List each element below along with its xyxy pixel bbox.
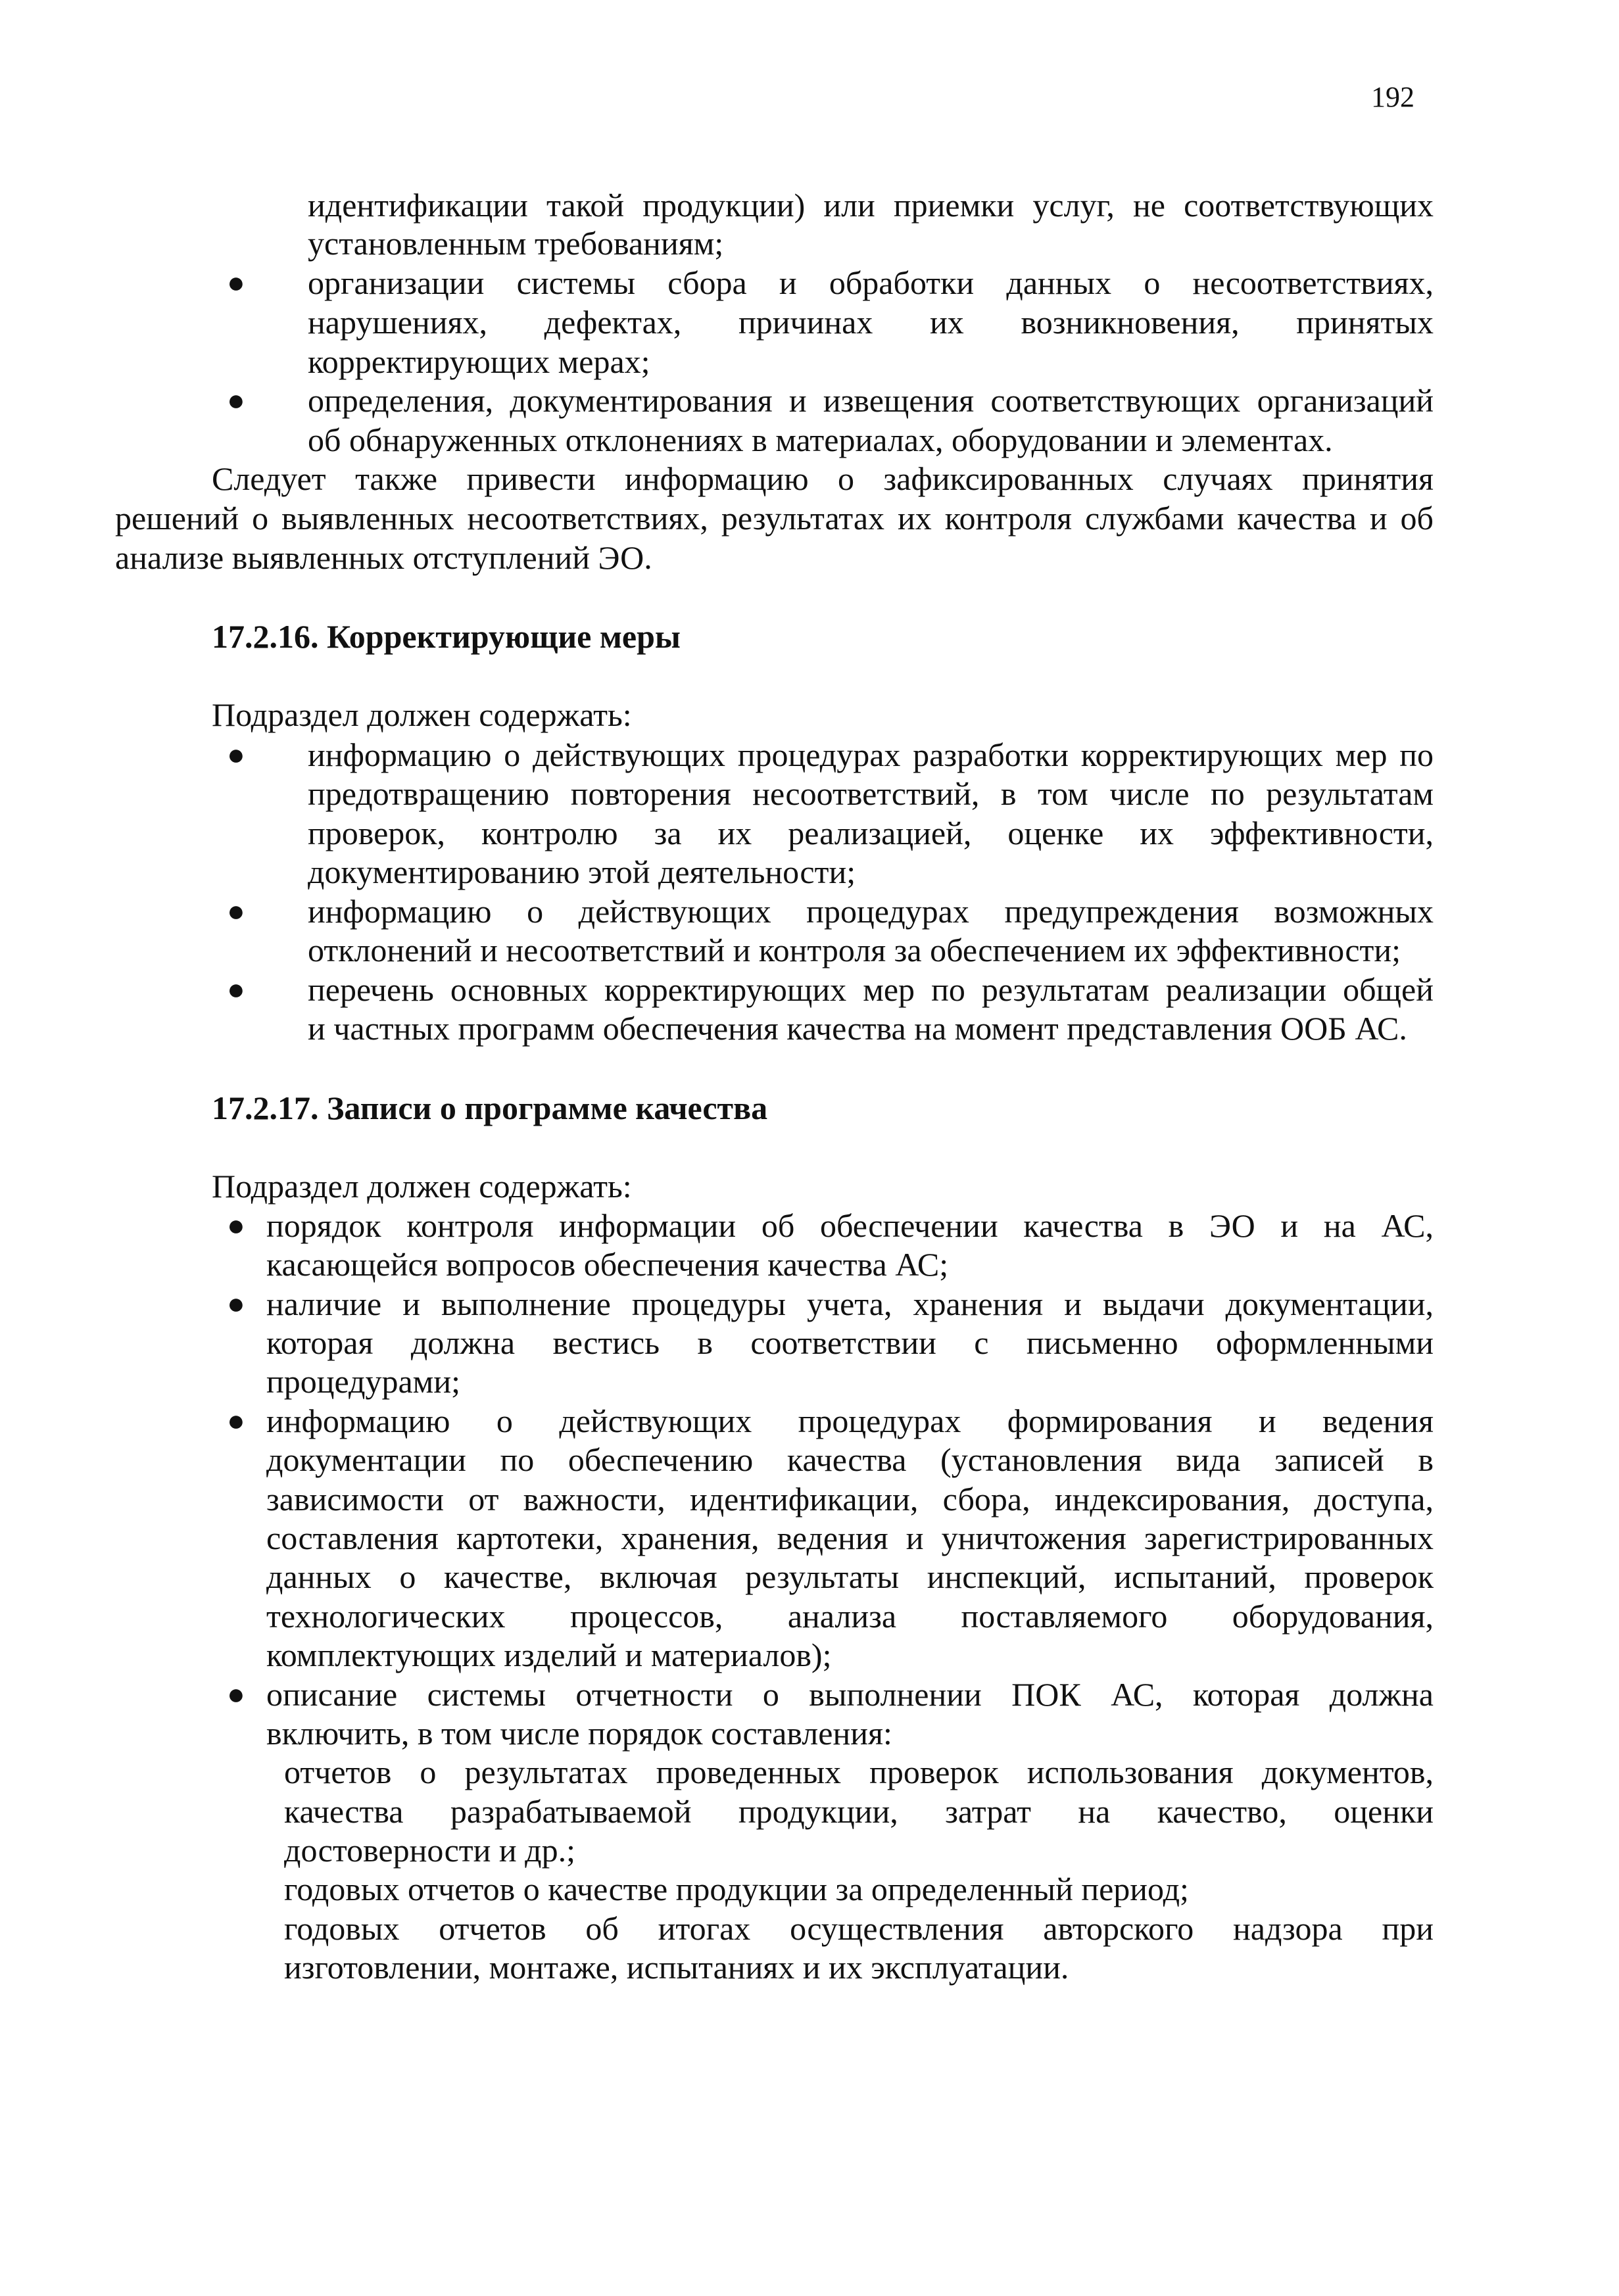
text-line: составления картотеки, хранения, ведения и уничтожения зарегистрированных: [266, 1519, 1434, 1556]
text-line: документации по обеспечению качества (установления вида записей в: [266, 1441, 1434, 1478]
text-line: наличие и выполнение процедуры учета, хранения и выдачи документации,: [266, 1285, 1434, 1322]
text-line: зависимости от важности, идентификации, сбора, индексирования, доступа,: [266, 1481, 1434, 1518]
bullet-icon: ●: [227, 972, 245, 1006]
bullet-icon: ●: [227, 738, 245, 771]
text-line: описание системы отчетности о выполнении ПОК АС, которая должна: [266, 1676, 1434, 1713]
text-line: корректирующих мерах;: [308, 343, 650, 380]
text-line: комплектующих изделий и материалов);: [266, 1637, 832, 1673]
bullet-icon: ●: [227, 894, 245, 928]
text-line: достоверности и др.;: [284, 1832, 575, 1869]
text-line: отклонений и несоответствий и контроля за обеспечением их эффективности;: [308, 932, 1401, 969]
text-line: организации системы сбора и обработки данных о несоответствиях,: [308, 264, 1434, 301]
text-line: изготовлении, монтаже, испытаниях и их эксплуатации.: [284, 1949, 1069, 1986]
text-line: процедурами;: [266, 1363, 460, 1400]
text-line: отчетов о результатах проведенных проверок использования документов,: [284, 1754, 1434, 1790]
text-line: информацию о действующих процедурах разработки корректирующих мер по: [308, 736, 1434, 773]
text-line: идентификации такой продукции) или приемки услуг, не соответствующих: [308, 187, 1434, 224]
text-line: Подраздел должен содержать:: [212, 1168, 632, 1205]
text-line: информацию о действующих процедурах формирования и ведения: [266, 1402, 1434, 1439]
bullet-icon: ●: [227, 1677, 245, 1711]
text-line: решений о выявленных несоответствиях, результатах их контроля службами качества и об: [115, 500, 1434, 537]
text-line: анализе выявленных отступлений ЭО.: [115, 539, 652, 576]
text-line: и частных программ обеспечения качества на момент представления ООБ АС.: [308, 1010, 1407, 1047]
text-line: Следует также привести информацию о зафиксированных случаях принятия: [212, 460, 1434, 497]
page-number: 192: [1371, 81, 1414, 113]
text-line: установленным требованиям;: [308, 225, 724, 262]
bullet-icon: ●: [227, 383, 245, 417]
text-line: годовых отчетов об итогах осуществления авторского надзора при: [284, 1910, 1434, 1947]
text-line: технологических процессов, анализа поставляемого оборудования,: [266, 1598, 1434, 1635]
text-line: предотвращению повторения несоответствий, в том числе по результатам: [308, 775, 1434, 812]
text-line: проверок, контролю за их реализацией, оценке их эффективности,: [308, 815, 1434, 851]
section-heading: 17.2.17. Записи о программе качества: [212, 1089, 768, 1126]
bullet-icon: ●: [227, 266, 245, 299]
section-heading: 17.2.16. Корректирующие меры: [212, 618, 681, 655]
text-line: качества разрабатываемой продукции, затрат на качество, оценки: [284, 1793, 1434, 1830]
text-line: касающейся вопросов обеспечения качества АС;: [266, 1246, 949, 1283]
text-line: которая должна вестись в соответствии с письменно оформленными: [266, 1324, 1434, 1361]
bullet-icon: ●: [227, 1287, 245, 1320]
text-line: перечень основных корректирующих мер по результатам реализации общей: [308, 971, 1434, 1008]
text-line: определения, документирования и извещения соответствующих организаций: [308, 382, 1434, 419]
text-line: данных о качестве, включая результаты инспекций, испытаний, проверок: [266, 1558, 1434, 1595]
text-line: информацию о действующих процедурах предупреждения возможных: [308, 893, 1434, 930]
text-line: документированию этой деятельности;: [308, 853, 856, 890]
text-line: нарушениях, дефектах, причинах их возникновения, принятых: [308, 304, 1434, 341]
text-line: Подраздел должен содержать:: [212, 696, 632, 733]
bullet-icon: ●: [227, 1404, 245, 1437]
bullet-icon: ●: [227, 1208, 245, 1242]
text-line: порядок контроля информации об обеспечении качества в ЭО и на АС,: [266, 1207, 1434, 1244]
text-line: об обнаруженных отклонениях в материалах, оборудовании и элементах.: [308, 421, 1333, 458]
text-line: включить, в том числе порядок составления:: [266, 1715, 892, 1752]
text-line: годовых отчетов о качестве продукции за определенный период;: [284, 1871, 1189, 1907]
